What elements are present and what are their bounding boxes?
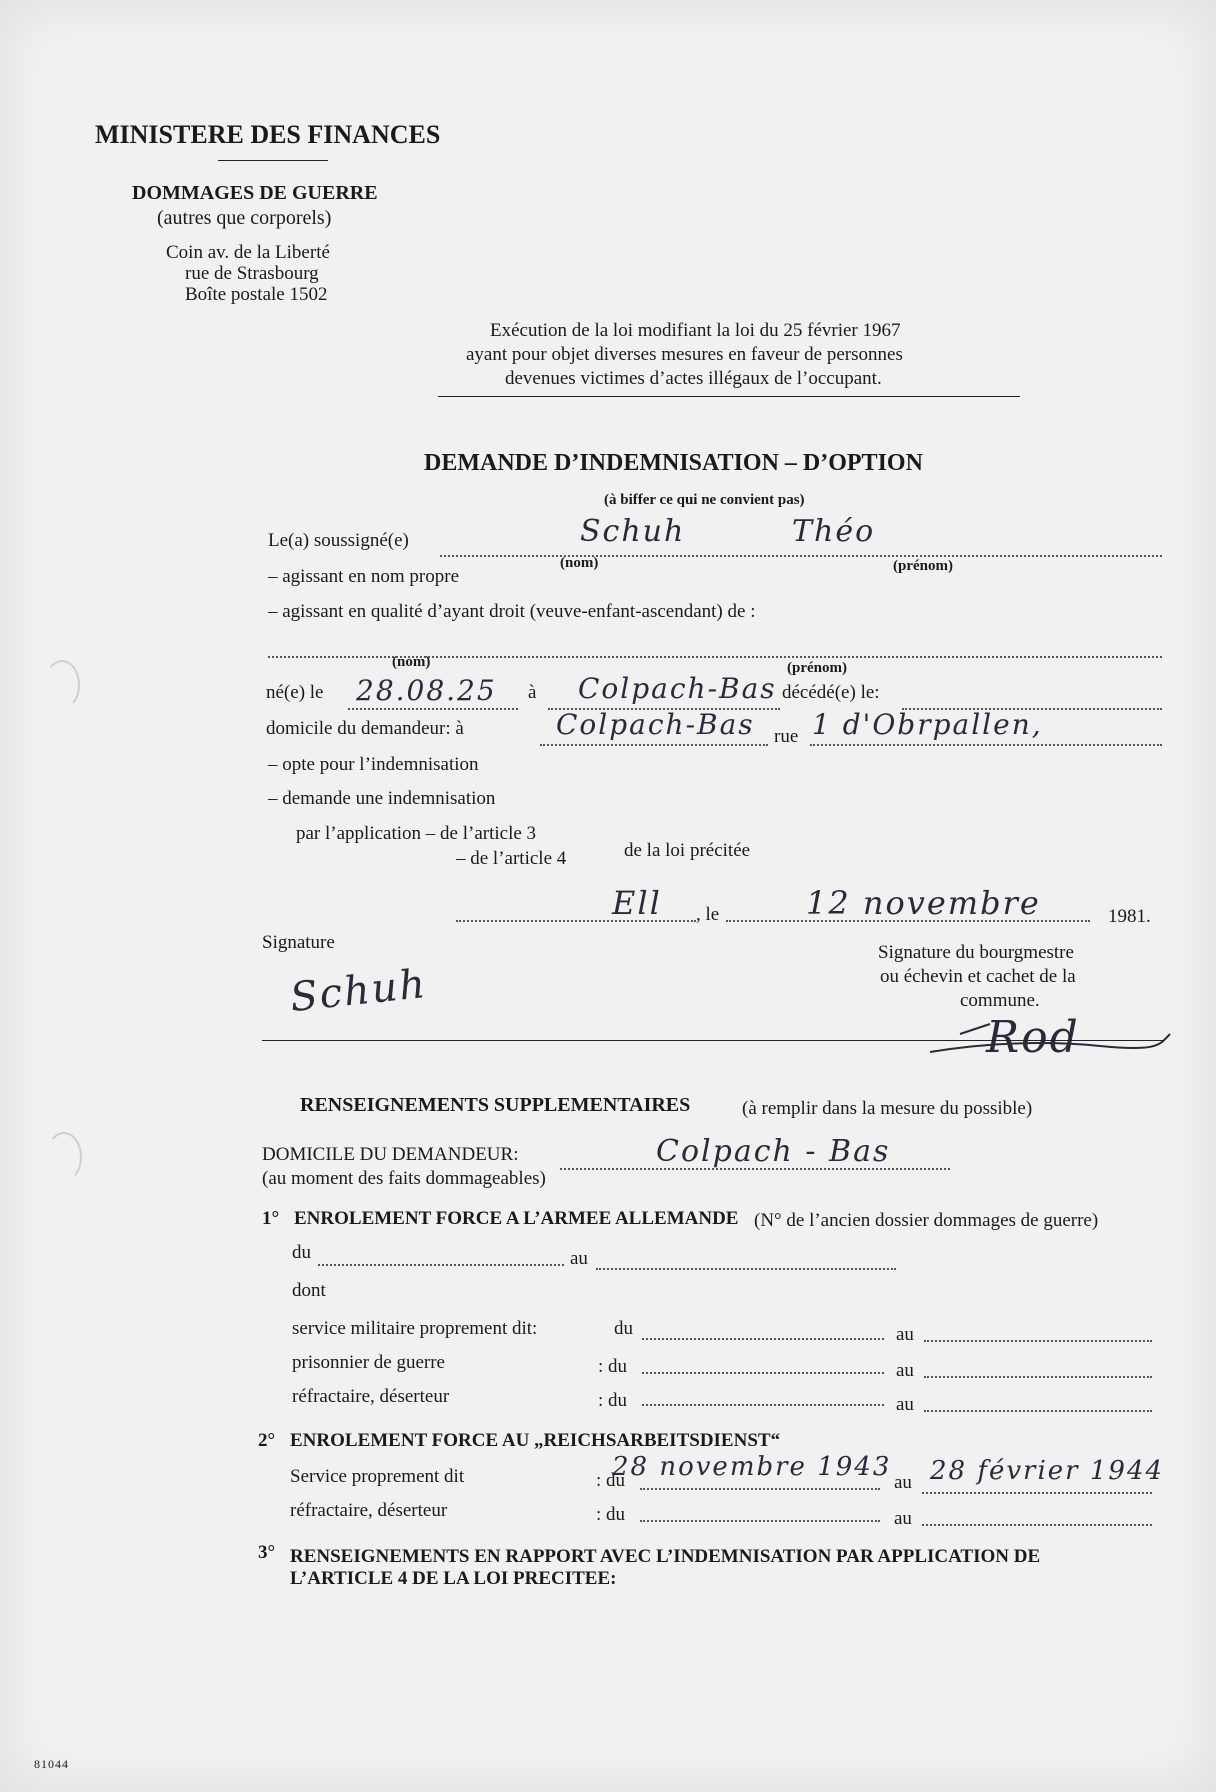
ministry-title: MINISTERE DES FINANCES [95,120,441,149]
mayor-signature-label: commune. [960,990,1040,1011]
section-3-title: RENSEIGNEMENTS EN RAPPORT AVEC L’INDEMNISATION PAR APPLICATION DE [290,1546,1041,1567]
mayor-signature: Rod [986,1012,1080,1063]
firstname-value: Théo [792,514,876,549]
option-own-name: – agissant en nom propre [268,566,460,587]
s1-dont-label: dont [292,1280,326,1301]
s1-au-label: au [570,1248,588,1269]
dept-title: DOMMAGES DE GUERRE [132,182,378,204]
form-code: 81044 [34,1757,69,1771]
law-text: devenues victimes d’actes illégaux de l’occupant. [505,368,882,389]
ministry-underline [218,160,328,161]
date-value: 12 novembre [806,884,1041,922]
option-demande: – demande une indemnisation [268,788,496,809]
address-line: Coin av. de la Liberté [166,242,330,263]
s2-service-to: 28 février 1944 [930,1456,1165,1486]
s1-service-du: du [614,1318,633,1339]
nom-label: (nom) [560,555,599,571]
s1-service-au: au [896,1324,914,1345]
domicile-label: domicile du demandeur: à [266,718,464,739]
prenom-label-2: (prénom) [787,660,847,676]
punch-hole-mark [44,660,80,710]
supp-heading-note: (à remplir dans la mesure du possible) [742,1098,1033,1119]
s1-du-line [318,1264,564,1266]
s1-refractaire-label: réfractaire, déserteur [292,1386,450,1407]
option-ayant-droit: – agissant en qualité d’ayant droit (veuve-enfant-ascendant) de : [268,601,756,622]
punch-hole-mark [46,1132,82,1182]
address-line: rue de Strasbourg [185,263,319,284]
s2-refractaire-du: : du [596,1504,626,1525]
deceased-label: décédé(e) le: [782,682,880,703]
street-label: rue [774,726,799,747]
dept-subtitle: (autres que corporels) [157,207,332,229]
place-value: Ell [612,884,662,922]
form-title-note: (à biffer ce qui ne convient pas) [604,492,805,508]
s1-prisoner-au-line [924,1376,1152,1378]
birth-date-value: 28.08.25 [356,674,497,707]
birth-date-line [348,708,518,710]
loi-precitee: de la loi précitée [624,840,751,861]
supp-moment: (au moment des faits dommageables) [262,1168,546,1189]
street-line [810,744,1162,746]
law-text: Exécution de la loi modifiant la loi du 25 février 1967 [490,320,901,341]
prenom-label: (prénom) [893,558,953,574]
le-label: , le [696,904,720,925]
s1-service-du-line [642,1338,884,1340]
form-title: DEMANDE D’INDEMNISATION – D’OPTION [424,450,923,476]
year-value: 1981. [1108,906,1151,927]
s1-prisoner-du: : du [598,1356,628,1377]
birth-label: né(e) le [266,682,324,703]
birth-a-label: à [528,682,537,703]
signature-label: Signature [262,932,335,953]
section-1-title: ENROLEMENT FORCE A L’ARMEE ALLEMANDE [294,1208,739,1229]
law-text: ayant pour objet diverses mesures en faveur de personnes [466,344,903,365]
nom-label-2: (nom) [392,654,431,670]
application-article-3: par l’application – de l’article 3 [296,823,537,844]
section-1-note: (N° de l’ancien dossier dommages de guerre) [754,1210,1099,1231]
name-field-line [440,555,1162,557]
section-2-number: 2° [258,1430,276,1451]
s1-refractaire-du-line [642,1404,884,1406]
section-divider [262,1040,1164,1041]
address-line: Boîte postale 1502 [185,284,328,305]
application-article-4: – de l’article 4 [456,848,567,869]
s2-refractaire-au-line [922,1524,1152,1526]
supp-domicile-value: Colpach - Bas [656,1134,891,1169]
s2-service-au-line [922,1492,1152,1494]
s1-refractaire-au-line [924,1410,1152,1412]
s1-prisoner-label: prisonnier de guerre [292,1352,445,1373]
s2-service-du-line [640,1488,880,1490]
s1-service-au-line [924,1340,1152,1342]
name-value: Schuh [580,514,686,549]
s2-refractaire-label: réfractaire, déserteur [290,1500,448,1521]
section-1-number: 1° [262,1208,280,1229]
s1-service-label: service militaire proprement dit: [292,1318,538,1339]
mayor-signature-stroke [920,1004,1180,1064]
soussigne-label: Le(a) soussigné(e) [268,530,409,551]
s2-service-du: : du [596,1470,626,1491]
s2-service-from: 28 novembre 1943 [612,1452,892,1482]
s1-du-label: du [292,1242,311,1263]
s2-refractaire-au: au [894,1508,912,1529]
s1-au-line [596,1268,896,1270]
street-value: 1 d'Obrpallen, [812,708,1043,741]
s2-refractaire-du-line [640,1520,880,1522]
s1-refractaire-du: : du [598,1390,628,1411]
section-3-title: L’ARTICLE 4 DE LA LOI PRECITEE: [290,1568,617,1589]
s1-prisoner-du-line [642,1372,884,1374]
supp-domicile-label: DOMICILE DU DEMANDEUR: [262,1144,519,1165]
s1-prisoner-au: au [896,1360,914,1381]
mayor-signature-label: Signature du bourgmestre [878,942,1074,963]
applicant-signature: Schuh [287,960,430,1022]
law-divider [438,396,1020,397]
section-3-number: 3° [258,1542,276,1563]
s1-refractaire-au: au [896,1394,914,1415]
supp-heading: RENSEIGNEMENTS SUPPLEMENTAIRES [300,1094,691,1116]
section-2-title: ENROLEMENT FORCE AU „REICHSARBEITSDIENST“ [290,1430,781,1451]
s2-service-label: Service proprement dit [290,1466,465,1487]
option-opte: – opte pour l’indemnisation [268,754,479,775]
domicile-value: Colpach-Bas [556,708,755,741]
s2-service-au: au [894,1472,912,1493]
birth-place-value: Colpach-Bas [578,672,777,705]
domicile-line [540,744,768,746]
mayor-signature-label: ou échevin et cachet de la [880,966,1076,987]
